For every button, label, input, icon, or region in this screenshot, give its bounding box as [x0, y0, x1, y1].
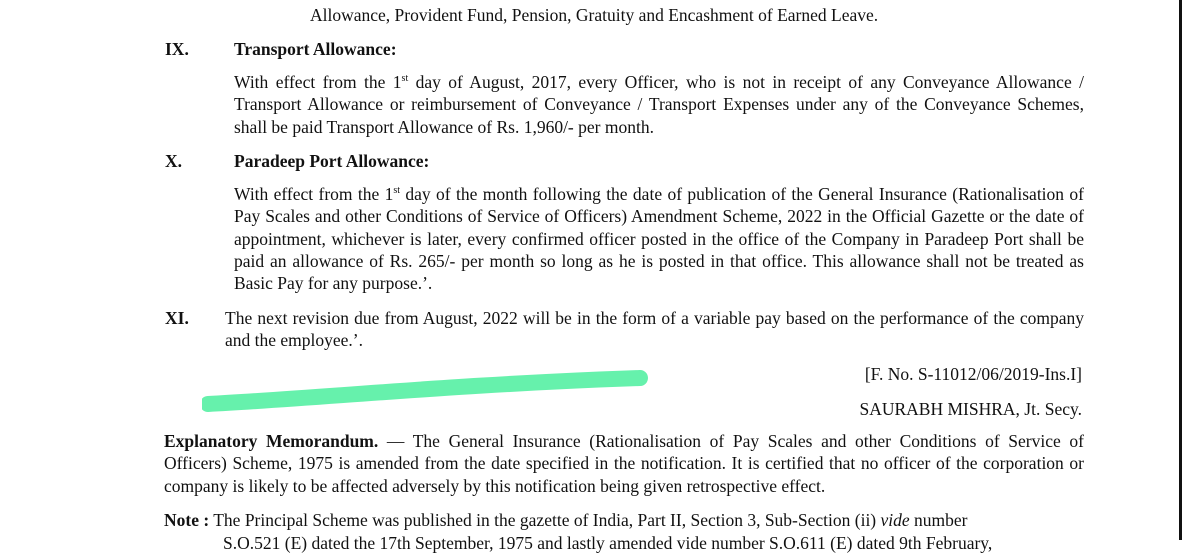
- highlighter-path: [208, 378, 640, 404]
- explanatory-memorandum: Explanatory Memorandum. — The General Insurance (Rationalisation of Pay Scales and other Conditions of Service of Officers) Scheme, 1975 is amended from the date specified in the notification. It is certified that no officer of the corporation or company is likely to be affected adversely by this notification being given retrospective effect.: [164, 431, 1085, 496]
- memo-label: Explanatory Memorandum.: [164, 431, 379, 451]
- file-number: [F. No. S-11012/06/2019-Ins.I]: [864, 364, 1082, 384]
- section-heading: Paradeep Port Allowance:: [234, 151, 430, 171]
- section-body: With effect from the 1st day of the month following the date of publication of the General Insurance (Rationalisation of Pay Scales and other Conditions of Service of Officers) Amendment Scheme, 2022 in the Official Gazette or the date of appointment, whichever is later, every confirmed officer posted in the office of the Company in Paradeep Port shall be paid an allowance of Rs. 265/- per month so long as he is posted in that office. This allowance shall not be treated as Basic Pay for any purpose.’.: [234, 184, 1084, 294]
- section-number: X.: [165, 151, 183, 171]
- section-number: XI.: [165, 308, 189, 328]
- section-body: The next revision due from August, 2022 will be in the form of a variable pay based on the performance of the company and the employee.’.: [225, 308, 1084, 351]
- top-continuation-line: Allowance, Provident Fund, Pension, Gratuity and Encashment of Earned Leave.: [310, 5, 879, 25]
- note: Note : The Principal Scheme was published in the gazette of India, Part II, Section 3, Sub-Section (ii) vide number: [164, 510, 968, 530]
- note-cutoff-line: S.O.521 (E) dated the 17th September, 1975 and lastly amended vide number S.O.611 (E) dated 9th February,: [223, 533, 993, 553]
- note-label: Note :: [164, 510, 210, 530]
- highlighter-stroke: [202, 370, 648, 414]
- section-heading: Transport Allowance:: [234, 39, 397, 59]
- section-body: With effect from the 1st day of August, 2017, every Officer, who is not in receipt of any Conveyance Allowance / Transport Allowance or reimbursement of Conveyance / Transport Expenses under any of the Conveyance Schemes, shall be paid Transport Allowance of Rs. 1,960/- per month.: [234, 72, 1084, 137]
- page-edge-bar: [1179, 0, 1182, 540]
- section-number: IX.: [165, 39, 189, 59]
- signatory: SAURABH MISHRA, Jt. Secy.: [859, 399, 1082, 419]
